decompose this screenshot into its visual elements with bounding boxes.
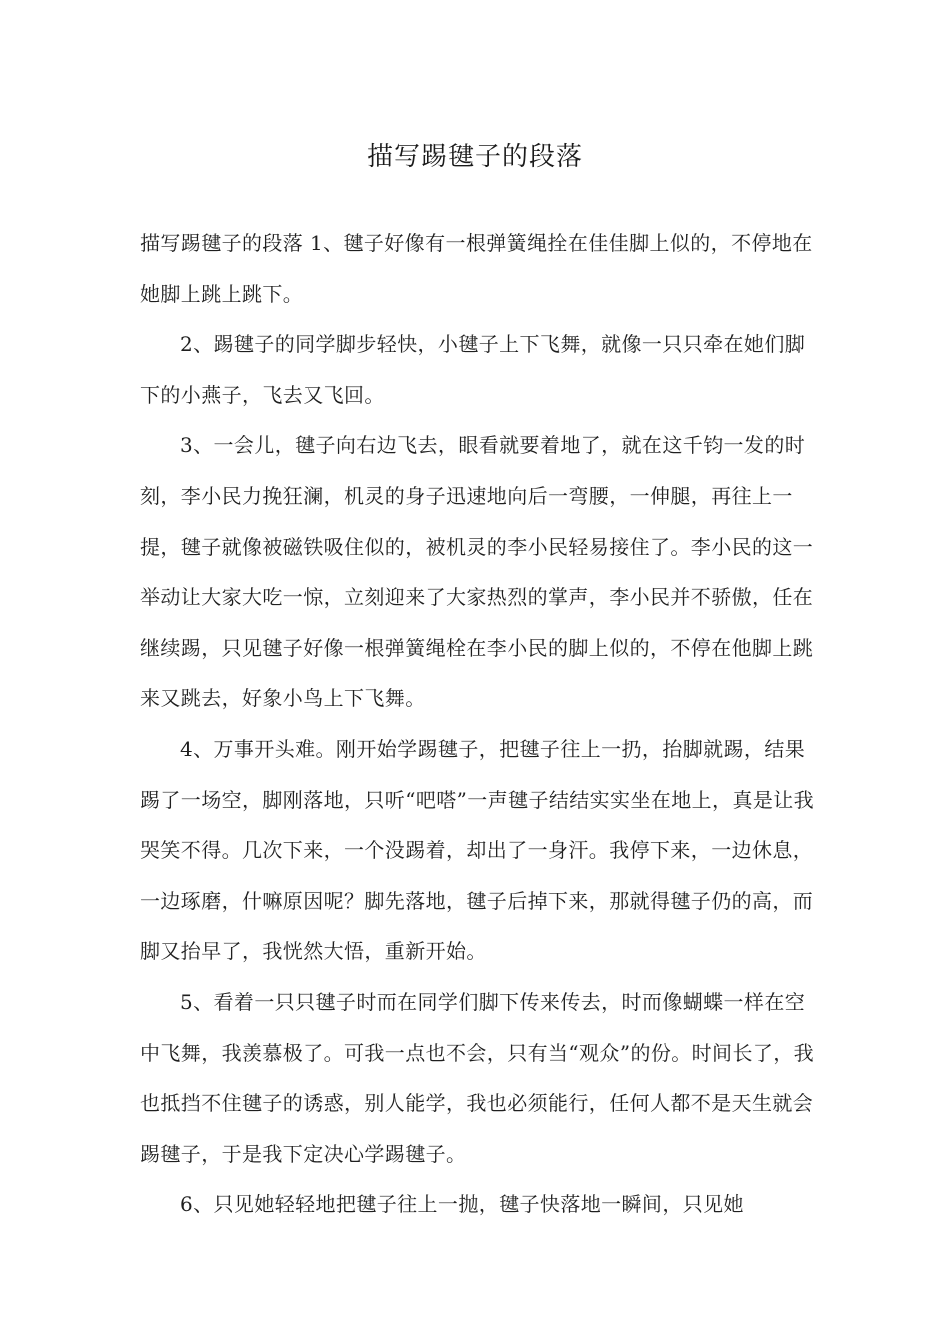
document-body	[140, 218, 820, 1230]
paragraph-5: 5、看着一只只毽子时而在同学们脚下传来传去，时而像蝴蝶一样在空中飞舞，我羡慕极了。可我一点也不会，只有当“观众”的份。时间长了，我也抵挡不住毽子的诱惑，别人能学，我也必须能行，任何人都不是天生就会踢毽子，于是我下定决心学踢毽子。	[140, 989, 815, 1166]
paragraph-6: 6、只见她轻轻地把毽子往上一抛，毽子快落地一瞬间，只见她	[180, 1192, 744, 1217]
paragraph-3: 3、一会儿，毽子向右边飞去，眼看就要着地了，就在这千钧一发的时刻，李小民力挽狂澜，机灵的身子迅速地向后一弯腰，一伸腿，再往上一提，毽子就像被磁铁吸住似的，被机灵的李小民轻易接住了。李小民的这一举动让大家大吃一惊，立刻迎来了大家热烈的掌声，李小民并不骄傲，任在继续踢，只见毽子好像一根弹簧绳栓在李小民的脚上似的，不停在他脚上跳来又跳去，好象小鸟上下飞舞。	[140, 433, 814, 711]
paragraph-2: 2、踢毽子的同学脚步轻快，小毽子上下飞舞，就像一只只牵在她们脚下的小燕子，飞去又飞回。	[140, 332, 806, 407]
paragraph-1: 描写踢毽子的段落 1、毽子好像有一根弹簧绳拴在佳佳脚上似的，不停地在她脚上跳上跳下。	[140, 231, 813, 306]
paragraph-4: 4、万事开头难。刚开始学踢毽子，把毽子往上一扔，抬脚就踢，结果踢了一场空，脚刚落地，只听“吧嗒”一声毽子结结实实坐在地上，真是让我哭笑不得。几次下来，一个没踢着，却出了一身汗。我停下来，一边休息，一边琢磨，什嘛原因呢？脚先落地，毽子后掉下来，那就得毽子仍的高，而脚又抬早了，我恍然大悟，重新开始。	[140, 736, 815, 964]
document-title: 描写踢毽子的段落	[366, 142, 583, 172]
